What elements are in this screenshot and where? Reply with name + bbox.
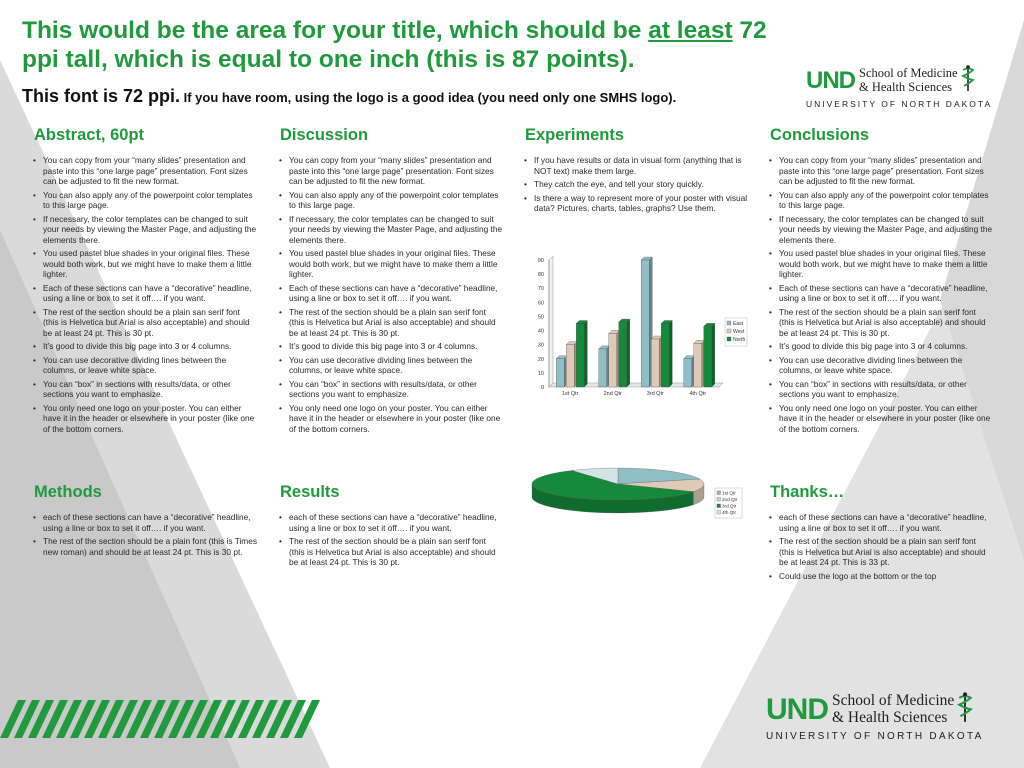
bullet-item: • You used pastel blue shades in your original files. These would both work, but we might have to make them a little lighter. [768,248,993,280]
school-line-2: & Health Sciences [859,79,953,94]
legend-label: North [733,337,746,343]
bar-north [704,323,715,387]
bar-front [599,349,607,387]
legend-swatch [727,321,731,325]
bullet-item: • Each of these sections can have a “decorative” headline, using a line or box to set it off…. if you want. [768,283,993,304]
bullet-item: • You used pastel blue shades in your original files. These would both work, but we might have to make them a little lighter. [32,248,257,280]
bullet-item: • You can use decorative dividing lines between the columns, or leave white space. [32,355,257,376]
title-part-1: This would be the area for your title, which should be [22,17,649,44]
x-tick-label: 1st Qtr [561,391,579,397]
x-tick-label: 2nd Qtr [603,391,622,397]
university-name: UNIVERSITY OF NORTH DAKOTA [806,99,993,109]
legend-label: 3rd Qtr [722,503,737,509]
bullet-item: • You only need one logo on your poster. You can either have it in the header or elsewhere in your poster (like one of the bottom corners. [278,403,503,435]
bar-side [712,323,715,387]
subtitle-big: This font is 72 ppi. [22,86,181,106]
x-tick-label: 3rd Qtr [646,391,664,397]
bar-front [609,333,617,387]
bullet-item: • If necessary, the color templates can be changed to suit your needs by viewing the Master Page, and adjusting the elements there. [32,214,257,246]
section-heading: Conclusions [770,126,870,144]
legend-label: East [733,321,744,327]
bullet-list [32,155,257,434]
bullet-item: • The rest of the section should be a plain font (this is Times new roman) and should be at least 24 pt. This is 30 pt. [32,536,257,557]
legend-label: West [733,329,745,335]
y-tick-label: 60 [537,300,544,307]
bar-side [584,321,587,388]
title-part-2: 72 ppi tall, which is equal to one inch (this is 87 points). [22,17,767,73]
bullet-item: • It’s good to divide this big page into 3 or 4 columns. [32,341,257,352]
school-name [832,693,954,726]
bullet-list [278,155,503,434]
bar-side [627,319,630,387]
bullet-item: • The rest of the section should be a plain san serif font (this is Helvetica but Arial is also acceptable) and should be at least 24 pt. This is 30 pt. [278,307,503,339]
bullet-item: • each of these sections can have a “decorative” headline, using a line or box to set it off…. if you want. [278,512,503,533]
bar-west [651,336,662,387]
bar-chart [525,252,765,402]
legend-swatch [717,491,721,495]
bullet-item: • You can also apply any of the powerpoint color templates to this large page. [278,190,503,211]
bullet-item: • You can copy from your “many slides” presentation and paste into this “one large page” presentation. Font sizes can be adjusted to fit the new format. [278,155,503,187]
bullet-item: • The rest of the section should be a plain san serif font (this is Helvetica but Arial is also acceptable) and should be at least 24 pt. This is 30 pt. [32,307,257,339]
bullet-item: • You only need one logo on your poster. You can either have it in the header or elsewhere in your poster (like one of the bottom corners. [768,403,993,435]
bullet-item: • The rest of the section should be a plain san serif font (this is Helvetica but Arial is also acceptable) and should be at least 24 pt. This is 30 pt. [278,536,503,568]
legend-swatch [727,337,731,341]
section-methods [32,483,257,560]
subtitle-small: If you have room, using the logo is a good idea (you need only one SMHS logo) [180,90,673,105]
school-line-2: & Health Sciences [832,708,948,726]
bullet-item: • Could use the logo at the bottom or the top [768,571,993,582]
section-experiments [523,126,748,217]
und-logo-text: UND [806,66,855,94]
bar-front [566,345,574,387]
y-tick-label: 20 [537,356,544,363]
bar-front [661,324,669,388]
pie-chart [530,462,760,534]
und-logo-text: UND [766,692,828,726]
school-line-1: School of Medicine [832,692,955,710]
bar-east [684,356,695,387]
bullet-item: • You can use decorative dividing lines between the columns, or leave white space. [768,355,993,376]
legend-swatch [727,329,731,333]
section-results [278,483,503,571]
legend-swatch [717,511,721,515]
caduceus-icon [961,64,975,97]
bullet-item: • It’s good to divide this big page into 3 or 4 columns. [768,341,993,352]
y-tick-label: 80 [537,272,544,279]
bar-north [576,321,587,388]
smhs-logo-bottom [766,690,996,742]
bar-east [641,257,652,387]
bar-front [704,326,712,387]
section-abstract [32,126,257,437]
bullet-item: • They catch the eye, and tell your story quickly. [523,179,748,190]
y-tick-label: 90 [537,258,544,264]
bullet-item: • You used pastel blue shades in your original files. These would both work, but we might have to make them a little lighter. [278,248,503,280]
chart-side-wall [549,256,553,387]
bullet-item: • You can also apply any of the powerpoint color templates to this large page. [768,190,993,211]
section-heading: Methods [34,483,102,501]
bullet-item: • The rest of the section should be a plain san serif font (this is Helvetica but Arial is also acceptable) and should be at least 24 pt. This is 33 pt. [768,536,993,568]
bullet-item: • You can also apply any of the powerpoint color templates to this large page. [32,190,257,211]
bullet-item: • You can “box” in sections with results/data, or other sections you want to emphasize. [768,379,993,400]
bar-front [684,359,692,387]
subtitle-end: . [672,90,677,105]
bullet-list [768,155,993,434]
y-tick-label: 40 [537,328,544,335]
section-heading: Thanks… [770,483,845,501]
y-tick-label: 0 [540,385,544,391]
bullet-item: • each of these sections can have a “decorative” headline, using a line or box to set it off…. if you want. [32,512,257,533]
bar-north [619,319,630,387]
bar-front [576,324,584,388]
poster-title [22,16,802,74]
bar-west [609,330,620,387]
bullet-item: • Each of these sections can have a “decorative” headline, using a line or box to set it off…. if you want. [278,283,503,304]
section-heading: Abstract, 60pt [34,126,145,144]
poster-subtitle [22,86,676,107]
bullet-list [278,512,503,568]
bullet-item: • You can “box” in sections with results/data, or other sections you want to emphasize. [278,379,503,400]
section-thanks [768,483,993,584]
bullet-item: • Is there a way to represent more of your poster with visual data? Pictures, charts, tables, graphs? Use them. [523,193,748,214]
section-conclusions [768,126,993,437]
section-heading: Experiments [525,126,625,144]
bullet-item: • If necessary, the color templates can be changed to suit your needs by viewing the Master Page, and adjusting the elements there. [278,214,503,246]
y-tick-label: 50 [537,314,544,321]
school-name [859,67,958,93]
bullet-item: • You can “box” in sections with results/data, or other sections you want to emphasize. [32,379,257,400]
section-heading: Results [280,483,340,501]
legend-label: 4th Qtr [722,509,737,515]
caduceus-icon [957,690,973,729]
legend-label: 2nd Qtr [722,496,738,502]
bar-front [694,343,702,387]
bullet-item: • The rest of the section should be a plain san serif font (this is Helvetica but Arial is also acceptable) and should be at least 24 pt. This is 30 pt. [768,307,993,339]
bar-west [566,342,577,387]
bullet-item: • It’s good to divide this big page into 3 or 4 columns. [278,341,503,352]
bullet-item: • Each of these sections can have a “decorative” headline, using a line or box to set it off…. if you want. [32,283,257,304]
section-heading: Discussion [280,126,369,144]
bullet-list [32,512,257,557]
x-tick-label: 4th Qtr [689,391,707,397]
university-name: UNIVERSITY OF NORTH DAKOTA [766,731,984,742]
bar-side [669,321,672,388]
bullet-item: • You can copy from your “many slides” presentation and paste into this “one large page” presentation. Font sizes can be adjusted to fit the new format. [768,155,993,187]
y-tick-label: 30 [537,342,544,349]
bar-front [619,322,627,387]
bar-east [556,356,567,387]
title-underlined: at least [648,17,733,44]
legend-swatch [717,498,721,502]
bar-front [651,339,659,387]
school-line-1: School of Medicine [859,66,958,81]
bullet-item: • each of these sections can have a “decorative” headline, using a line or box to set it off…. if you want. [768,512,993,533]
smhs-logo-top [806,64,996,109]
bar-front [556,359,564,387]
bar-east [599,346,610,387]
bullet-item: • If you have results or data in visual form (anything that is NOT text) make them large. [523,155,748,176]
bullet-list [768,512,993,581]
section-discussion [278,126,503,437]
bullet-item: • You can copy from your “many slides” presentation and paste into this “one large page” presentation. Font sizes can be adjusted to fit the new format. [32,155,257,187]
bar-north [661,321,672,388]
bullet-item: • You can use decorative dividing lines between the columns, or leave white space. [278,355,503,376]
y-tick-label: 10 [537,370,544,377]
bar-front [641,260,649,387]
bullet-list [523,155,748,214]
legend-label: 1st Qtr [722,490,736,496]
y-tick-label: 70 [537,286,544,293]
legend-swatch [717,504,721,508]
bar-west [694,340,705,387]
bullet-item: • If necessary, the color templates can be changed to suit your needs by viewing the Master Page, and adjusting the elements there. [768,214,993,246]
bullet-item: • You only need one logo on your poster. You can either have it in the header or elsewhere in your poster (like one of the bottom corners. [32,403,257,435]
